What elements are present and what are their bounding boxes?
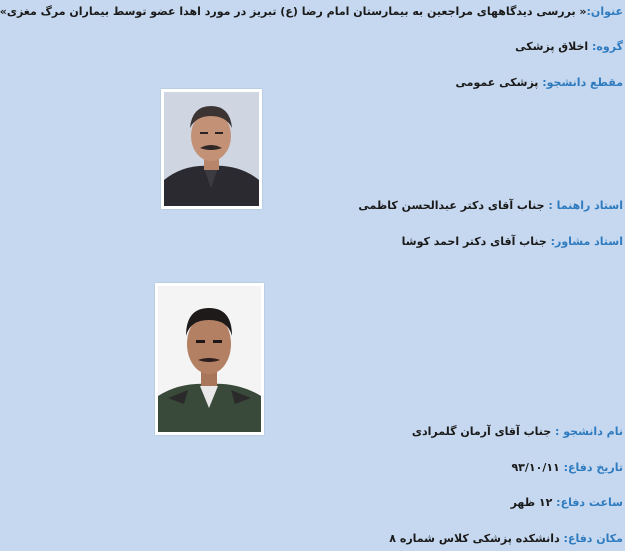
defense-time-value: ۱۲ ظهر xyxy=(510,496,557,509)
defense-date-value: ۹۳/۱۰/۱۱ xyxy=(511,461,564,474)
student-value: جناب آقای آرمان گلمرادی xyxy=(411,425,556,438)
title-label: عنوان: xyxy=(586,5,623,18)
supervisor-label: استاد راهنما : xyxy=(548,199,623,212)
defense-date-label: تاریخ دفاع: xyxy=(563,461,623,474)
level-row xyxy=(456,76,623,90)
defense-date-row xyxy=(511,461,623,475)
level-value: پزشکی عمومی xyxy=(455,76,543,89)
student-row xyxy=(412,425,623,439)
supervisor-photo xyxy=(161,89,262,209)
student-photo xyxy=(155,283,264,435)
defense-place-value: دانشکده پزشکی کلاس شماره ۸ xyxy=(389,532,564,545)
group-value: اخلاق پزشکی xyxy=(515,40,593,53)
defense-place-row xyxy=(389,532,623,546)
title-value: « بررسی دیدگاههای مراجعین به بیمارستان امام رضا (ع) تبریز در مورد اهدا عضو توسط بیماران مرگ مغزی» xyxy=(0,5,587,18)
group-row xyxy=(515,40,623,54)
group-label: گروه: xyxy=(592,40,623,53)
title-row xyxy=(0,5,623,19)
advisor-value: جناب آقای دکتر احمد کوشا xyxy=(401,235,551,248)
level-label: مقطع دانشجو: xyxy=(542,76,623,89)
supervisor-value: جناب آقای دکتر عبدالحسن کاظمی xyxy=(358,199,549,212)
defense-time-row xyxy=(511,496,623,510)
advisor-label: استاد مشاور: xyxy=(550,235,623,248)
defense-time-label: ساعت دفاع: xyxy=(556,496,623,509)
supervisor-row xyxy=(358,199,623,213)
student-label: نام دانشجو : xyxy=(555,425,623,438)
advisor-row xyxy=(402,235,623,249)
defense-place-label: مکان دفاع: xyxy=(563,532,623,545)
